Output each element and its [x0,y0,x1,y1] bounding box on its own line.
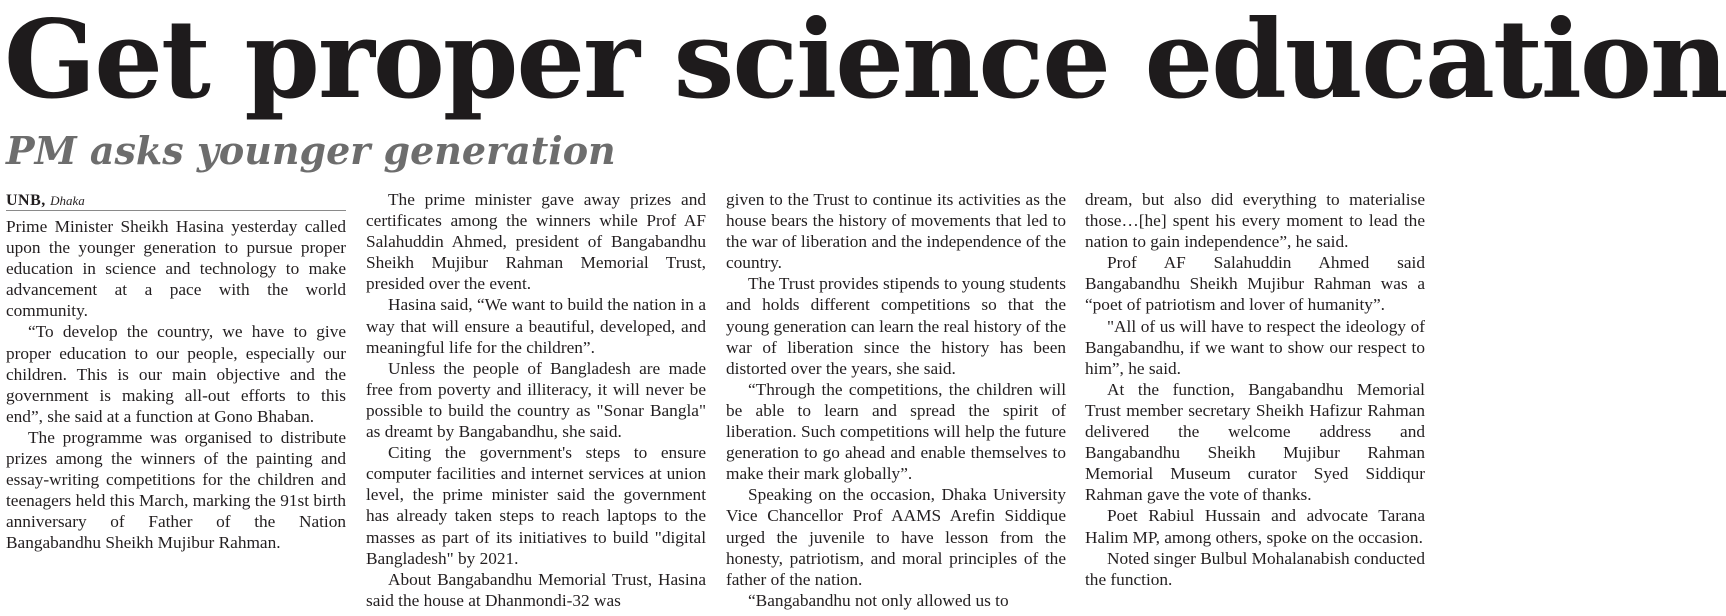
paragraph: “To develop the country, we have to give proper education to our people, especially our children. This is our main objective and the government is making all-out efforts to this end”, she said at a function at Gono Bhaban. [6,322,346,426]
paragraph: Poet Rabiul Hussain and advocate Tarana Halim MP, among others, spoke on the occasion. [1085,506,1425,547]
article-column-4 [1085,189,1425,616]
byline [6,189,346,211]
headline: Get proper science education [4,0,1726,123]
paragraph: Citing the government's steps to ensure computer facilities and internet services at union level, the prime minister said the government has already taken steps to reach laptops to the masses as part of its initiatives to build "digital Bangladesh" by 2021. [366,443,706,568]
paragraph: At the function, Bangabandhu Memorial Trust member secretary Sheikh Hafizur Rahman delivered the welcome address and Bangabandhu Sheikh Mujibur Rahman Memorial Museum curator Syed Siddiqur Rahman gave the vote of thanks. [1085,379,1425,505]
paragraph: Hasina said, “We want to build the nation in a way that will ensure a beautiful, developed, and meaningful life for the children”. [366,295,706,357]
paragraph: Prof AF Salahuddin Ahmed said Bangabandhu Sheikh Mujibur Rahman was a “poet of patriotism and lover of humanity”. [1085,253,1425,315]
paragraph: The prime minister gave away prizes and certificates among the winners while Prof AF Salahuddin Ahmed, president of Bangabandhu Sheikh Mujibur Rahman Memorial Trust, presided over the event. [366,190,706,294]
paragraph: The programme was organised to distribute prizes among the winners of the painting and essay-writing competitions for the children and teenagers held this March, marking the 91st birth anniversary of Father of the Nation Bangabandhu Sheikh Mujibur Rahman. [6,427,346,553]
paragraph: The Trust provides stipends to young students and holds different competitions so that the young generation can learn the real history of the war of liberation since the history has been distorted over the years, she said. [726,274,1066,378]
article-column-3 [726,189,1066,616]
article-column-2 [366,189,706,616]
subheadline: PM asks younger generation [6,128,616,173]
paragraph: “Through the competitions, the children will be able to learn and spread the spirit of liberation. Such competitions will help the future generation to go ahead and enable themselves to make their mark globally”. [726,379,1066,484]
paragraph: Noted singer Bulbul Mohalanabish conducted the function. [1085,548,1425,589]
paragraph: About Bangabandhu Memorial Trust, Hasina said the house at Dhanmondi-32 was [366,569,706,610]
paragraph: Unless the people of Bangladesh are made free from poverty and illiteracy, it will never be possible to build the country as "Sonar Bangla" as dreamt by Bangabandhu, she said. [366,358,706,442]
paragraph: Prime Minister Sheikh Hasina yesterday called upon the younger generation to pursue proper education in science and technology to make advancement at a pace with the world community. [6,217,346,321]
paragraph: Speaking on the occasion, Dhaka University Vice Chancellor Prof AAMS Arefin Siddique urged the juvenile to have lesson from the honesty, patriotism, and moral principles of the father of the nation. [726,485,1066,589]
paragraph: given to the Trust to continue its activities as the house bears the history of movements that led to the war of liberation and the independence of the country. [726,190,1066,273]
article-column-1 [6,189,346,616]
paragraph: "All of us will have to respect the ideology of Bangabandhu, if we want to show our respect to him”, he said. [1085,316,1425,378]
byline-agency: UNB, [6,192,46,209]
byline-place: Dhaka [50,193,85,208]
paragraph: dream, but also did everything to materialise those…[he] spent his every moment to lead the nation to gain independence”, he said. [1085,190,1425,252]
paragraph: “Bangabandhu not only allowed us to [748,590,1009,610]
